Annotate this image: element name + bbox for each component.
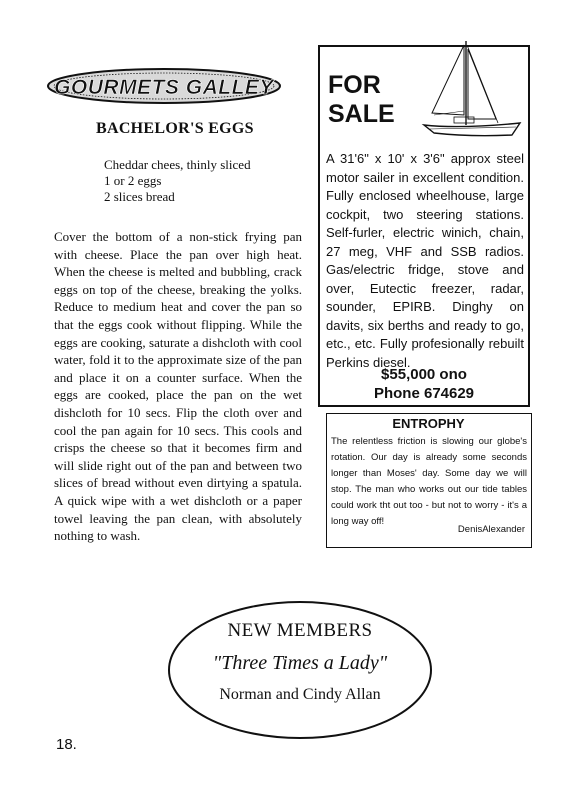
page-number: 18. [56,736,77,753]
entrophy-title: ENTROPHY [392,416,465,431]
for-sale-title-line1: FOR [328,71,381,99]
for-sale-title-line2: SALE [328,100,395,128]
new-members-panel [167,600,433,740]
new-members-boat-name: "Three Times a Lady" [212,652,388,674]
ingredient-item: 1 or 2 eggs [104,173,162,188]
gourmets-galley-logo [46,66,282,106]
for-sale-phone: Phone 674629 [373,385,475,402]
ingredient-item: Cheddar chees, thinly sliced [104,157,251,172]
new-members-title: NEW MEMBERS [227,620,373,641]
for-sale-box [318,45,530,407]
recipe-title: BACHELOR'S EGGS [96,120,254,137]
ingredients-list [104,157,284,205]
for-sale-title [328,71,395,129]
recipe-method: Cover the bottom of a non-stick frying pan with cheese. Place the pan over high heat. When the cheese is melted and bubbling, crack eggs on top of the cheese, breaking the yolks. Reduce to medium heat and cover the pan so that the eggs cook without flipping. While the eggs are cooking, saturate a dishcloth with cool water, fold it to the approximate size of the pan and place it on a counter surface. When the eggs are cooked, place the pan on the wet dishcloth for 10 secs. Flip the cloth over and cool the pan again for 10 secs. This cools and crisps the cheese so that it becomes firm and will slide right out of the pan and between two slices of bread without even dirtying a spatula. A quick wipe with a wet dishcloth or a paper towel leaving the pan clean, with absolutely nothing to wash. [54,229,302,544]
entrophy-box [326,413,532,548]
sailboat-icon [420,39,528,139]
for-sale-price: $55,000 ono [381,366,467,383]
entrophy-signature: DenisAlexander [457,524,525,535]
ingredient-item: 2 slices bread [104,189,175,204]
for-sale-price-block [320,365,528,403]
new-members-names: Norman and Cindy Allan [219,686,381,703]
entrophy-text: The relentless friction is slowing our globe's rotation. Our day is already some seconds longer than Moses' day. Some day we will stop. The man who works out our tide tables could work tht out too - but not to worry - it's a long way off! [331,436,527,527]
logo-text: GOURMETS GALLEY [54,76,274,99]
for-sale-description: A 31'6" x 10' x 3'6" approx steel motor sailer in excellent condition. Fully enclosed wheelhouse, large cockpit, two steering stations. Self-furler, electric winich, chain, 27 meg, VHF and SSB radios. Gas/electric fridge, stove and over, Eutectic freezer, radar, sounder, EPIRB. Dinghy on davits, six berths and ready to go, etc., etc. Fully profesionally rebuilt Perkins diesel. [326,151,524,370]
